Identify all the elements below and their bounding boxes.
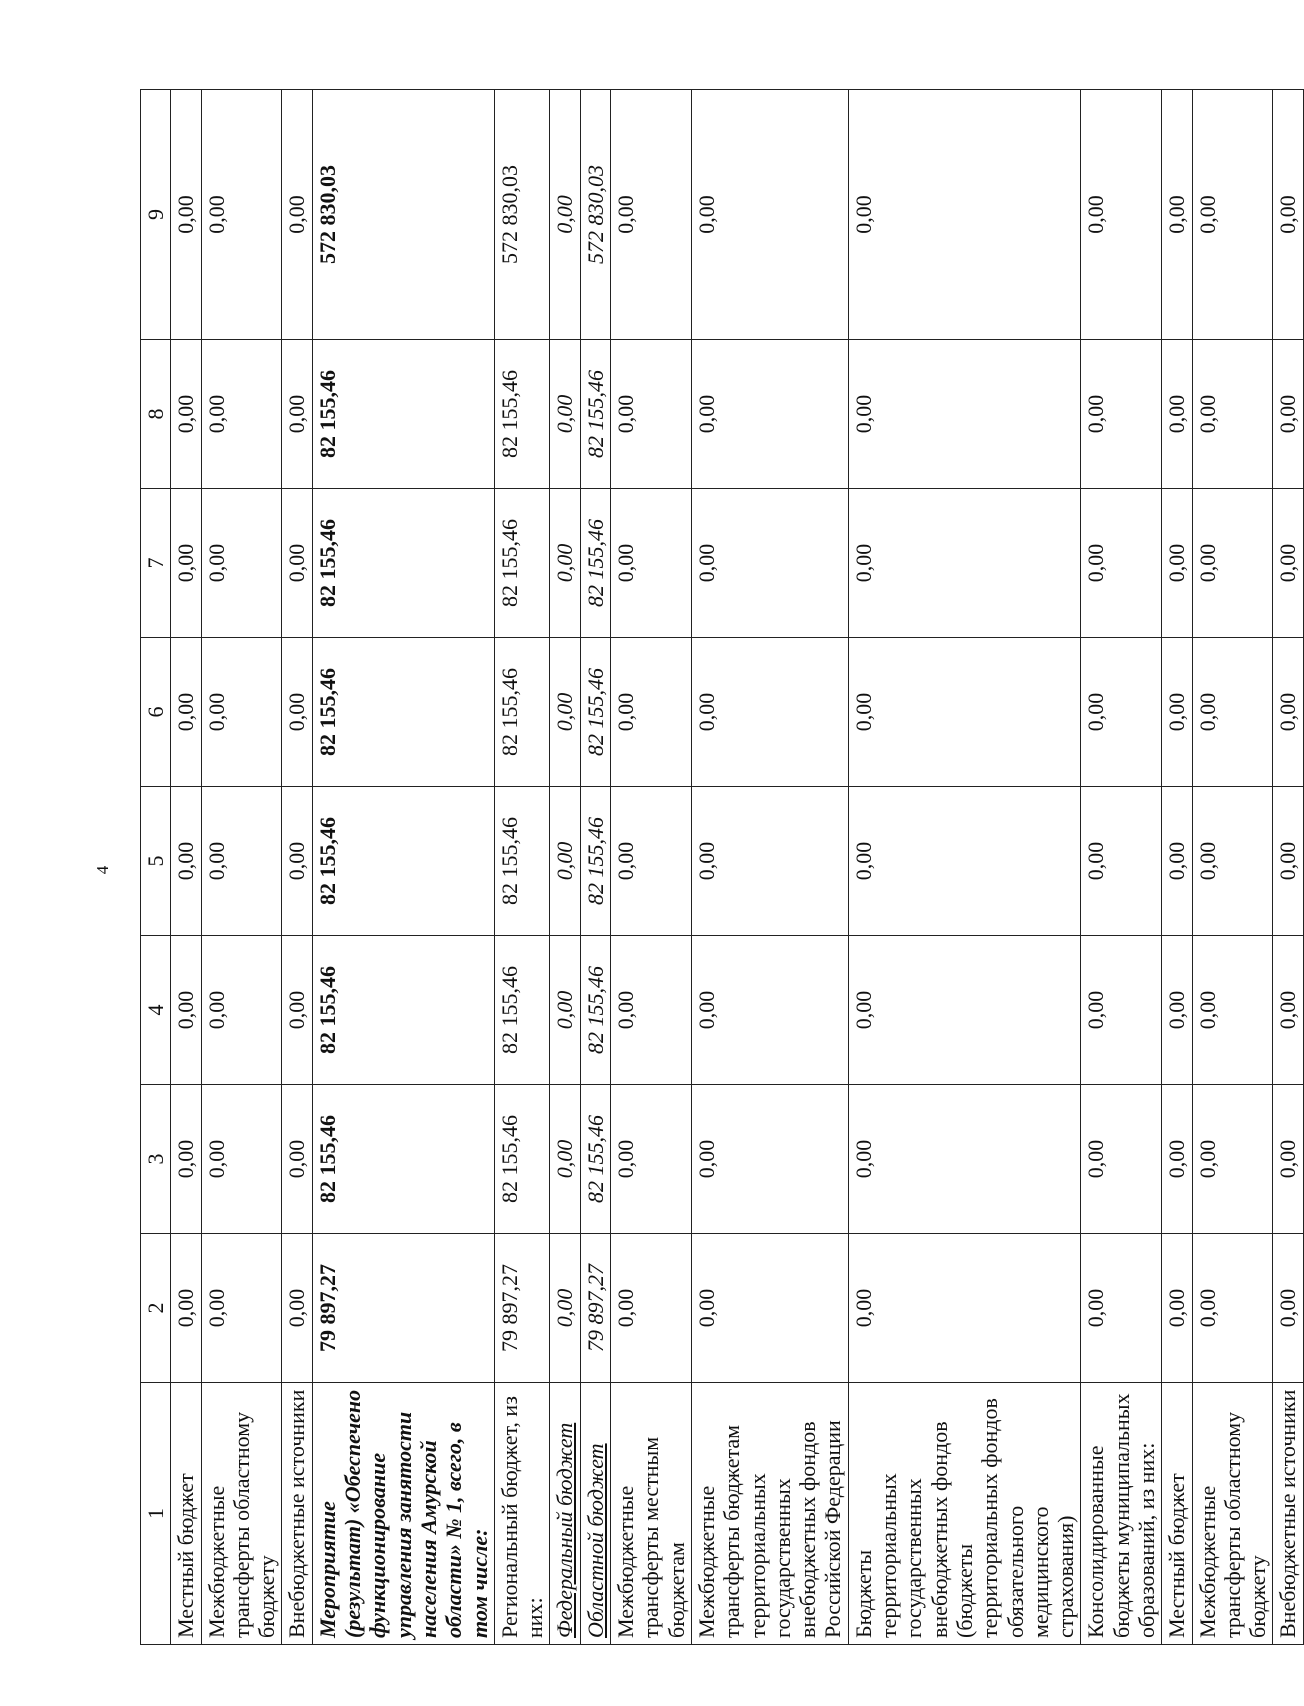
value-cell: 0,00 [1162,489,1192,638]
value-cell: 0,00 [201,340,282,489]
value-cell: 0,00 [201,489,282,638]
value-cell: 0,00 [1273,90,1303,340]
table-row [494,90,550,1645]
value-cell: 0,00 [1273,936,1303,1085]
value-cell: 82 155,46 [312,489,494,638]
value-cell: 79 897,27 [494,1234,550,1383]
table-body [171,90,1303,1645]
value-cell: 0,00 [691,936,848,1085]
value-cell: 82 155,46 [580,638,610,787]
value-cell: 0,00 [171,787,201,936]
value-cell: 0,00 [1162,1085,1192,1234]
row-label: Консолидированные бюджеты муниципальных образований, из них: [1081,1383,1162,1645]
column-header-4: 4 [141,936,171,1085]
value-cell: 0,00 [611,936,692,1085]
table-row [848,90,1081,1645]
value-cell: 0,00 [1081,1085,1162,1234]
column-header-2: 2 [141,1234,171,1383]
table-row [282,90,312,1645]
value-cell: 0,00 [1192,787,1273,936]
value-cell: 82 155,46 [312,1085,494,1234]
value-cell: 0,00 [550,90,580,340]
value-cell: 0,00 [282,489,312,638]
table-row [691,90,848,1645]
value-cell: 82 155,46 [580,1085,610,1234]
value-cell: 0,00 [282,90,312,340]
value-cell: 0,00 [1273,638,1303,787]
column-header-6: 6 [141,638,171,787]
value-cell: 0,00 [550,936,580,1085]
value-cell: 572 830,03 [312,90,494,340]
table-row [580,90,610,1645]
value-cell: 0,00 [1192,638,1273,787]
value-cell: 0,00 [691,1234,848,1383]
value-cell: 0,00 [1162,787,1192,936]
row-label: Внебюджетные источники [282,1383,312,1645]
value-cell: 0,00 [691,638,848,787]
value-cell: 0,00 [1081,1234,1162,1383]
value-cell: 0,00 [550,638,580,787]
value-cell: 82 155,46 [494,1085,550,1234]
value-cell: 0,00 [848,638,1081,787]
value-cell: 0,00 [691,787,848,936]
value-cell: 0,00 [201,787,282,936]
table-row [312,90,494,1645]
value-cell: 82 155,46 [494,936,550,1085]
row-label: Межбюджетные трансферты областному бюджету [201,1383,282,1645]
value-cell: 0,00 [201,1234,282,1383]
value-cell: 572 830,03 [580,90,610,340]
row-label: Региональный бюджет, из них: [494,1383,550,1645]
column-header-1: 1 [141,1383,171,1645]
row-label: Внебюджетные источники [1273,1383,1303,1645]
column-header-8: 8 [141,340,171,489]
table-row [201,90,282,1645]
value-cell: 0,00 [848,936,1081,1085]
value-cell: 82 155,46 [312,638,494,787]
value-cell: 0,00 [201,90,282,340]
column-header-5: 5 [141,787,171,936]
value-cell: 0,00 [1192,936,1273,1085]
value-cell: 0,00 [1081,787,1162,936]
value-cell: 0,00 [1273,1234,1303,1383]
value-cell: 0,00 [550,489,580,638]
value-cell: 0,00 [691,90,848,340]
value-cell: 0,00 [282,936,312,1085]
value-cell: 0,00 [1162,340,1192,489]
value-cell: 0,00 [201,936,282,1085]
value-cell: 0,00 [171,1085,201,1234]
column-header-3: 3 [141,1085,171,1234]
value-cell: 0,00 [550,1234,580,1383]
row-label: Межбюджетные трансферты бюджетам территориальных государственных внебюджетных фондов Российской Федерации [691,1383,848,1645]
value-cell: 0,00 [611,90,692,340]
value-cell: 0,00 [1273,340,1303,489]
value-cell: 82 155,46 [494,340,550,489]
value-cell: 0,00 [171,936,201,1085]
value-cell: 0,00 [1081,90,1162,340]
value-cell: 0,00 [611,638,692,787]
value-cell: 572 830,03 [494,90,550,340]
value-cell: 0,00 [1192,489,1273,638]
table-row [611,90,692,1645]
value-cell: 0,00 [1192,1085,1273,1234]
value-cell: 82 155,46 [494,489,550,638]
value-cell: 0,00 [1081,340,1162,489]
value-cell: 82 155,46 [580,489,610,638]
value-cell: 82 155,46 [312,787,494,936]
header-row [141,90,171,1645]
page-number: 4 [93,865,112,875]
value-cell: 0,00 [171,90,201,340]
value-cell: 0,00 [201,1085,282,1234]
value-cell: 0,00 [1192,90,1273,340]
value-cell: 0,00 [1273,489,1303,638]
value-cell: 82 155,46 [312,936,494,1085]
value-cell: 0,00 [171,340,201,489]
value-cell: 0,00 [550,1085,580,1234]
row-label: Межбюджетные трансферты местным бюджетам [611,1383,692,1645]
value-cell: 82 155,46 [580,936,610,1085]
value-cell: 0,00 [171,1234,201,1383]
value-cell: 0,00 [1162,1234,1192,1383]
row-label: Мероприятие (результат) «Обеспечено функционирование управления занятости населения Амурской области» № 1, всего, в том числе: [312,1383,494,1645]
value-cell: 0,00 [282,1085,312,1234]
value-cell: 0,00 [1081,638,1162,787]
row-label: Межбюджетные трансферты областному бюджету [1192,1383,1273,1645]
value-cell: 0,00 [611,787,692,936]
budget-table [140,89,1304,1645]
value-cell: 0,00 [1162,90,1192,340]
row-label: Местный бюджет [171,1383,201,1645]
value-cell: 0,00 [1162,936,1192,1085]
value-cell: 0,00 [691,340,848,489]
table-row [1192,90,1273,1645]
value-cell: 0,00 [550,340,580,489]
value-cell: 0,00 [282,340,312,489]
value-cell: 0,00 [691,1085,848,1234]
table-row [171,90,201,1645]
column-header-9: 9 [141,90,171,340]
value-cell: 0,00 [1192,1234,1273,1383]
value-cell: 0,00 [282,787,312,936]
value-cell: 0,00 [1273,1085,1303,1234]
value-cell: 0,00 [1081,489,1162,638]
value-cell: 0,00 [611,1234,692,1383]
value-cell: 0,00 [550,787,580,936]
row-label: Областной бюджет [580,1383,610,1645]
value-cell: 0,00 [848,340,1081,489]
value-cell: 0,00 [848,1234,1081,1383]
value-cell: 0,00 [171,638,201,787]
value-cell: 82 155,46 [494,638,550,787]
value-cell: 0,00 [282,1234,312,1383]
table-row [550,90,580,1645]
value-cell: 82 155,46 [580,340,610,489]
value-cell: 0,00 [1192,340,1273,489]
value-cell: 0,00 [1162,638,1192,787]
value-cell: 0,00 [282,638,312,787]
value-cell: 82 155,46 [580,787,610,936]
row-label: Местный бюджет [1162,1383,1192,1645]
table-row [1162,90,1192,1645]
value-cell: 0,00 [691,489,848,638]
value-cell: 0,00 [1273,787,1303,936]
value-cell: 0,00 [848,489,1081,638]
value-cell: 79 897,27 [580,1234,610,1383]
rotated-table-container [140,90,1301,1645]
value-cell: 0,00 [848,787,1081,936]
value-cell: 82 155,46 [312,340,494,489]
value-cell: 0,00 [611,489,692,638]
row-label: Бюджеты территориальных государственных внебюджетных фондов (бюджеты территориальных фондов обязательного медицинского страхования) [848,1383,1081,1645]
column-header-7: 7 [141,489,171,638]
value-cell: 79 897,27 [312,1234,494,1383]
value-cell: 0,00 [848,90,1081,340]
value-cell: 0,00 [201,638,282,787]
value-cell: 0,00 [171,489,201,638]
value-cell: 0,00 [848,1085,1081,1234]
value-cell: 82 155,46 [494,787,550,936]
table-row [1273,90,1303,1645]
table-row [1081,90,1162,1645]
row-label: Федеральный бюджет [550,1383,580,1645]
value-cell: 0,00 [1081,936,1162,1085]
value-cell: 0,00 [611,1085,692,1234]
value-cell: 0,00 [611,340,692,489]
